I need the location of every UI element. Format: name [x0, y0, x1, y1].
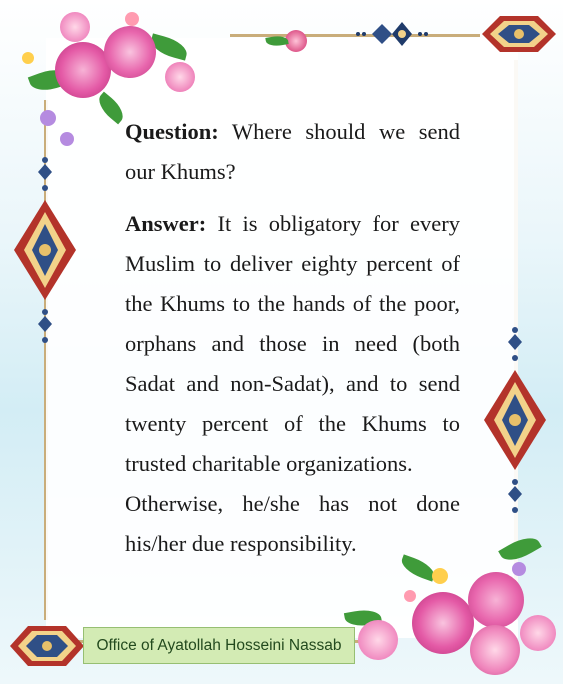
- question-paragraph: [125, 112, 460, 192]
- answer-paragraph: [125, 204, 460, 484]
- top-center-ornament: [352, 16, 432, 52]
- qa-text-block: [125, 112, 460, 576]
- answer-continuation: Otherwise, he/she has not done his/her due responsibility.: [125, 491, 460, 556]
- left-vertical-ornament: [10, 150, 80, 350]
- answer-label: Answer:: [125, 211, 207, 236]
- question-label: Question:: [125, 119, 219, 144]
- top-right-medallion: [480, 14, 558, 54]
- footer-text: Office of Ayatollah Hosseini Nassab: [96, 636, 342, 654]
- office-footer-label: [83, 627, 355, 664]
- answer-text: It is obligatory for every Muslim to deliver eighty percent of the Khums to the hands of the poor, orphans and those in need (both Sadat and non-Sadat), and to send twenty percent of the Khums to trusted charitable organizations.: [125, 211, 460, 476]
- question-text: Where should we send our Khums?: [125, 119, 460, 184]
- right-vertical-ornament: [480, 320, 550, 520]
- bottom-left-medallion: [8, 624, 86, 668]
